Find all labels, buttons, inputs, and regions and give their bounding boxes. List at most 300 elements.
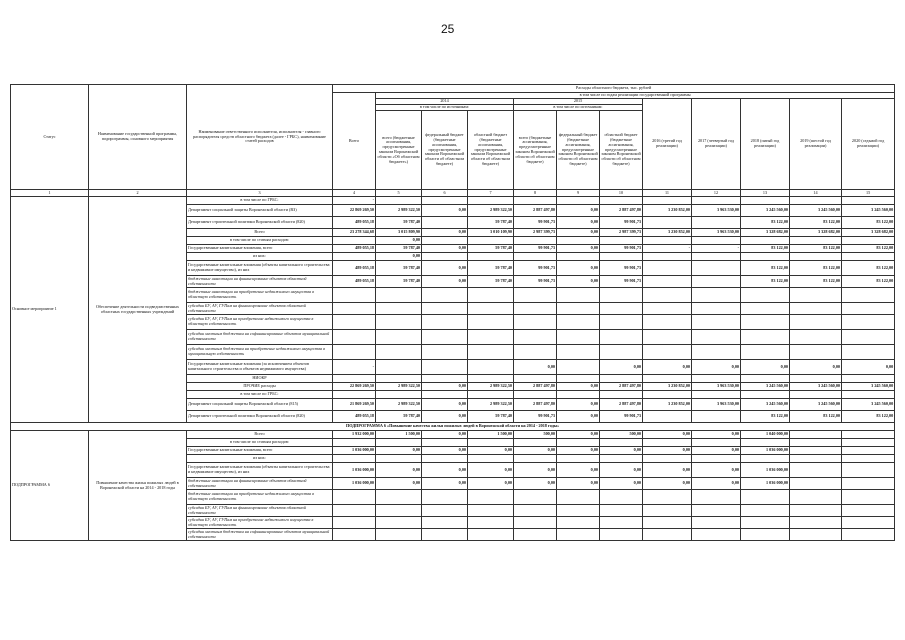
value-cell: 2 989 322,50 — [376, 399, 422, 411]
value-cell: 0,00 — [643, 478, 692, 490]
value-cell — [643, 288, 692, 303]
value-cell — [741, 490, 790, 505]
value-cell — [790, 345, 842, 360]
value-cell — [842, 463, 895, 478]
value-cell: 2 887 497,80 — [514, 205, 557, 217]
value-cell — [790, 253, 842, 261]
value-cell — [422, 360, 468, 375]
value-cell — [557, 253, 600, 261]
value-cell — [692, 439, 741, 447]
value-cell — [468, 253, 514, 261]
header-2015-total: всего (бюджетные ассигнования, предусмотренные законом Воронежской области об областном бюджете) — [514, 111, 557, 190]
row-label: Государственные капитальные вложения, всего — [187, 245, 333, 253]
value-cell: 0,00 — [376, 447, 422, 455]
header-year-2015: 2015 — [514, 99, 643, 105]
value-cell: 0,00 — [557, 431, 600, 439]
value-cell: 1 036 000,00 — [333, 463, 376, 478]
value-cell: 2 887 497,80 — [600, 399, 643, 411]
value-cell — [468, 345, 514, 360]
value-cell: 0,00 — [557, 447, 600, 455]
value-cell — [557, 375, 600, 383]
value-cell — [790, 517, 842, 529]
value-cell — [790, 330, 842, 345]
value-cell: 0,00 — [557, 261, 600, 276]
value-cell: 0,00 — [422, 411, 468, 423]
value-cell: 500,00 — [514, 431, 557, 439]
value-cell — [514, 288, 557, 303]
value-cell: 0,00 — [422, 383, 468, 391]
header-2019: 2019 (шестой год реализации) — [790, 99, 842, 190]
row-label: Государственные капитальные вложения (объекты капитального строительства и недвижимое имущество), из них — [187, 261, 333, 276]
value-cell — [600, 345, 643, 360]
value-cell — [422, 391, 468, 399]
value-cell — [643, 330, 692, 345]
value-cell: 3 230 852,00 — [643, 205, 692, 217]
value-cell: 3 245 560,00 — [790, 205, 842, 217]
value-cell: 3 328 682,00 — [790, 229, 842, 237]
value-cell — [376, 490, 422, 505]
value-cell: 3 230 852,00 — [643, 399, 692, 411]
value-cell: 0,00 — [422, 478, 468, 490]
value-cell — [514, 529, 557, 541]
table-row — [11, 197, 895, 205]
value-cell: 22 869 269,50 — [333, 383, 376, 391]
value-cell — [643, 517, 692, 529]
value-cell: 0,00 — [557, 383, 600, 391]
value-cell: 0,00 — [514, 360, 557, 375]
value-cell — [376, 505, 422, 517]
column-number: 12 — [692, 190, 741, 197]
value-cell: 0,00 — [790, 360, 842, 375]
value-cell — [600, 439, 643, 447]
value-cell — [692, 217, 741, 229]
value-cell: 2 887 497,80 — [514, 399, 557, 411]
value-cell: 0,00 — [692, 447, 741, 455]
value-cell — [557, 391, 600, 399]
value-cell — [422, 345, 468, 360]
value-cell — [557, 529, 600, 541]
value-cell: 83 122,00 — [842, 261, 895, 276]
value-cell: 0,00 — [468, 463, 514, 478]
row-label: Всего — [187, 229, 333, 237]
value-cell — [790, 447, 842, 455]
value-cell — [333, 517, 376, 529]
value-cell — [514, 303, 557, 315]
value-cell — [468, 288, 514, 303]
value-cell — [376, 391, 422, 399]
header-grbs: Наименование ответственного исполнителя, исполнителя - главного распорядителя средств областного бюджета (далее - ГРБС), наименование статей расходов — [187, 85, 333, 190]
value-cell: 2 989 322,50 — [468, 399, 514, 411]
header-year-2014: 2014 — [376, 99, 514, 105]
value-cell — [643, 411, 692, 423]
value-cell: 99 901,73 — [600, 217, 643, 229]
column-number: 9 — [557, 190, 600, 197]
value-cell — [600, 517, 643, 529]
value-cell: 3 328 682,00 — [842, 229, 895, 237]
value-cell — [842, 478, 895, 490]
value-cell — [692, 391, 741, 399]
value-cell — [692, 505, 741, 517]
value-cell: 0,00 — [514, 447, 557, 455]
value-cell — [741, 237, 790, 245]
header-including-2015: в том числе по источникам: — [514, 105, 643, 111]
value-cell — [600, 303, 643, 315]
value-cell — [842, 330, 895, 345]
row-label: Государственные капитальные вложения, всего — [187, 447, 333, 455]
value-cell — [468, 360, 514, 375]
header-2014-federal: федеральный бюджет (бюджетные ассигнования, предусмотренные законом Воронежской области об областном бюджете) — [422, 111, 468, 190]
value-cell — [643, 303, 692, 315]
value-cell: 0,00 — [422, 245, 468, 253]
value-cell: 99 901,73 — [600, 261, 643, 276]
value-cell — [468, 517, 514, 529]
value-cell: 2 989 322,50 — [376, 205, 422, 217]
value-cell: 83 122,00 — [741, 217, 790, 229]
value-cell: 0,00 — [692, 360, 741, 375]
value-cell — [790, 391, 842, 399]
value-cell: 3 230 852,00 — [643, 383, 692, 391]
value-cell — [842, 517, 895, 529]
value-cell — [422, 315, 468, 330]
value-cell — [842, 253, 895, 261]
value-cell — [557, 439, 600, 447]
value-cell — [692, 375, 741, 383]
value-cell — [422, 217, 468, 229]
value-cell — [514, 237, 557, 245]
value-cell — [376, 455, 422, 463]
value-cell — [692, 261, 741, 276]
header-2015-federal: федеральный бюджет (бюджетные ассигнования, предусмотренные законом Воронежской области об областном бюджете) — [557, 111, 600, 190]
value-cell — [692, 330, 741, 345]
value-cell — [422, 197, 468, 205]
header-status: Статус — [11, 85, 89, 190]
value-cell: 0,00 — [376, 463, 422, 478]
value-cell — [692, 345, 741, 360]
value-cell — [422, 303, 468, 315]
value-cell — [692, 253, 741, 261]
value-cell — [643, 439, 692, 447]
column-number: 13 — [741, 190, 790, 197]
value-cell: 3 245 560,00 — [790, 383, 842, 391]
value-cell — [842, 455, 895, 463]
row-label: в том числе по ГРБС: — [187, 391, 333, 399]
value-cell: 0,00 — [422, 463, 468, 478]
value-cell: 59 787,40 — [376, 261, 422, 276]
value-cell: 83 122,00 — [741, 261, 790, 276]
value-cell — [600, 490, 643, 505]
header-2015-regional: областной бюджет (бюджетные ассигнования, предусмотренные законом Воронежской области об областном бюджете) — [600, 111, 643, 190]
value-cell — [692, 490, 741, 505]
value-cell — [842, 447, 895, 455]
value-cell — [422, 505, 468, 517]
value-cell — [842, 237, 895, 245]
value-cell — [842, 375, 895, 383]
value-cell: 0,00 — [557, 276, 600, 288]
value-cell: 0,00 — [643, 447, 692, 455]
value-cell — [741, 303, 790, 315]
budget-table — [10, 84, 895, 541]
value-cell — [422, 330, 468, 345]
column-number: 11 — [643, 190, 692, 197]
value-cell: 3 963 530,00 — [692, 383, 741, 391]
value-cell — [422, 439, 468, 447]
row-label: субсидии БУ, АУ, ГУПам на финансирование объектов областной собственности — [187, 505, 333, 517]
value-cell: 0,00 — [422, 447, 468, 455]
column-number: 8 — [514, 190, 557, 197]
header-2014-total: всего (бюджетные ассигнования, предусмотренные законом Воронежской области «Об областном бюджете») — [376, 111, 422, 190]
value-cell — [514, 345, 557, 360]
table-row — [11, 431, 895, 439]
value-cell — [333, 439, 376, 447]
value-cell: 0,00 — [557, 245, 600, 253]
value-cell — [376, 375, 422, 383]
value-cell — [600, 315, 643, 330]
value-cell — [790, 315, 842, 330]
subprogram-title: ПОДПРОГРАММА 6 «Повышение качества жилья пожилых людей в Воронежской области на 2014 - 2018 годы» — [11, 423, 895, 431]
value-cell — [643, 253, 692, 261]
value-cell — [643, 490, 692, 505]
value-cell — [790, 303, 842, 315]
value-cell — [514, 375, 557, 383]
row-label: НИОКР — [187, 375, 333, 383]
value-cell — [557, 360, 600, 375]
value-cell — [422, 490, 468, 505]
row-label: субсидии БУ, АУ, ГУПам на приобретение недвижимого имущества в областную собственность — [187, 315, 333, 330]
value-cell: 2 989 322,50 — [376, 383, 422, 391]
value-cell — [376, 288, 422, 303]
status-cell: ПОДПРОГРАММА 6 — [11, 431, 89, 541]
value-cell: 0,00 — [741, 360, 790, 375]
value-cell — [643, 391, 692, 399]
value-cell — [600, 288, 643, 303]
header-including-years: в том числе по годам реализации государственной программы — [376, 93, 895, 99]
value-cell — [468, 505, 514, 517]
value-cell: 99 901,73 — [514, 261, 557, 276]
value-cell: 1 036 000,00 — [741, 447, 790, 455]
value-cell: 3 010 109,90 — [468, 229, 514, 237]
value-cell — [333, 391, 376, 399]
value-cell: 0,00 — [557, 229, 600, 237]
header-2018: 2018 (пятый год реализации) — [741, 99, 790, 190]
value-cell: 0,00 — [468, 447, 514, 455]
value-cell — [790, 529, 842, 541]
status-cell: Основное мероприятие 1 — [11, 197, 89, 423]
value-cell: 22 869 269,50 — [333, 205, 376, 217]
value-cell — [842, 391, 895, 399]
value-cell — [333, 455, 376, 463]
value-cell: 99 901,73 — [514, 217, 557, 229]
value-cell: 0,00 — [692, 431, 741, 439]
value-cell: 0,00 — [422, 261, 468, 276]
value-cell: 1 036 000,00 — [741, 463, 790, 478]
value-cell: 0,00 — [514, 478, 557, 490]
row-label: Департамент строительной политики Воронежской области (820) — [187, 217, 333, 229]
value-cell: 99 901,73 — [600, 245, 643, 253]
value-cell — [600, 253, 643, 261]
value-cell: 0,00 — [643, 463, 692, 478]
value-cell — [600, 391, 643, 399]
value-cell — [692, 237, 741, 245]
value-cell — [514, 490, 557, 505]
row-label: ПРОЧИЕ расходы — [187, 383, 333, 391]
value-cell — [468, 391, 514, 399]
value-cell — [692, 517, 741, 529]
value-cell: - — [692, 245, 741, 253]
value-cell — [333, 288, 376, 303]
value-cell: 2 887 497,80 — [600, 205, 643, 217]
value-cell: 0,00 — [514, 463, 557, 478]
value-cell: 0,00 — [376, 253, 422, 261]
value-cell: 99 901,73 — [514, 411, 557, 423]
value-cell — [468, 303, 514, 315]
value-cell: 59 787,40 — [468, 276, 514, 288]
value-cell: 489 055,18 — [333, 245, 376, 253]
value-cell: 0,00 — [557, 411, 600, 423]
value-cell: 3 245 560,00 — [741, 383, 790, 391]
value-cell: 2 987 399,73 — [600, 229, 643, 237]
value-cell: 59 787,40 — [468, 245, 514, 253]
value-cell — [333, 237, 376, 245]
value-cell: 99 901,73 — [514, 245, 557, 253]
value-cell — [692, 411, 741, 423]
value-cell — [557, 455, 600, 463]
value-cell: 1 500,00 — [468, 431, 514, 439]
value-cell — [790, 463, 842, 478]
value-cell: 2 989 322,50 — [468, 205, 514, 217]
value-cell — [741, 439, 790, 447]
value-cell — [842, 197, 895, 205]
row-label: Всего — [187, 431, 333, 439]
value-cell — [643, 276, 692, 288]
value-cell: 0,00 — [422, 399, 468, 411]
value-cell: 3 245 560,00 — [842, 383, 895, 391]
value-cell: 83 122,00 — [790, 411, 842, 423]
value-cell — [741, 197, 790, 205]
value-cell: 99 901,73 — [514, 276, 557, 288]
value-cell — [790, 478, 842, 490]
value-cell: 0,00 — [422, 205, 468, 217]
value-cell: 0,00 — [557, 217, 600, 229]
column-number: 5 — [376, 190, 422, 197]
row-label: из них: — [187, 455, 333, 463]
value-cell: 2 887 497,80 — [514, 383, 557, 391]
value-cell — [692, 197, 741, 205]
value-cell: 83 122,00 — [842, 245, 895, 253]
value-cell — [514, 197, 557, 205]
value-cell — [376, 330, 422, 345]
value-cell — [842, 345, 895, 360]
header-2020: 2020 (седьмой год реализации) — [842, 99, 895, 190]
value-cell: 83 122,00 — [790, 276, 842, 288]
value-cell — [741, 315, 790, 330]
value-cell — [333, 303, 376, 315]
value-cell — [557, 288, 600, 303]
value-cell: 2 989 322,50 — [468, 383, 514, 391]
value-cell — [376, 315, 422, 330]
value-cell — [514, 505, 557, 517]
main-activity-block — [11, 197, 895, 423]
value-cell: 3 245 560,00 — [741, 399, 790, 411]
value-cell: 0,00 — [557, 463, 600, 478]
value-cell: - — [333, 197, 376, 205]
column-number: 1 — [11, 190, 89, 197]
value-cell: 2 987 399,73 — [514, 229, 557, 237]
value-cell — [333, 529, 376, 541]
value-cell: 21 869 269,50 — [333, 399, 376, 411]
value-cell — [514, 517, 557, 529]
row-label: бюджетные инвестиции на приобретение недвижимого имущества в областную собственность — [187, 288, 333, 303]
value-cell — [333, 253, 376, 261]
value-cell: 0,00 — [557, 399, 600, 411]
value-cell — [333, 330, 376, 345]
value-cell — [422, 375, 468, 383]
value-cell: 83 122,00 — [842, 411, 895, 423]
value-cell: 0,00 — [600, 463, 643, 478]
header-including-2014: в том числе по источникам: — [376, 105, 514, 111]
row-label: бюджетные инвестиции на приобретение недвижимого имущества в областную собственность — [187, 490, 333, 505]
value-cell: 489 055,18 — [333, 261, 376, 276]
value-cell — [514, 439, 557, 447]
value-cell: - — [643, 245, 692, 253]
value-cell: 489 055,18 — [333, 217, 376, 229]
column-number: 6 — [422, 190, 468, 197]
value-cell — [643, 505, 692, 517]
value-cell: 1 932 000,00 — [333, 431, 376, 439]
value-cell — [842, 303, 895, 315]
value-cell — [600, 330, 643, 345]
column-number: 3 — [187, 190, 333, 197]
value-cell: 0,00 — [557, 478, 600, 490]
column-numbers-row — [11, 190, 895, 197]
value-cell — [514, 455, 557, 463]
value-cell — [600, 237, 643, 245]
value-cell — [557, 490, 600, 505]
value-cell: 1 036 000,00 — [333, 478, 376, 490]
value-cell — [842, 288, 895, 303]
value-cell: 83 122,00 — [741, 276, 790, 288]
row-label: бюджетные инвестиции на финансирование объектов областной собственности — [187, 478, 333, 490]
row-label: субсидии местным бюджетам на приобретение недвижимого имущества в муниципальную собственность — [187, 345, 333, 360]
value-cell: 3 230 852,00 — [643, 229, 692, 237]
value-cell: 3 245 560,00 — [842, 205, 895, 217]
value-cell — [790, 237, 842, 245]
row-label: из них: — [187, 253, 333, 261]
value-cell: 59 787,40 — [376, 411, 422, 423]
value-cell: 3 963 530,00 — [692, 205, 741, 217]
value-cell: 0,00 — [422, 276, 468, 288]
value-cell — [692, 529, 741, 541]
value-cell — [333, 490, 376, 505]
value-cell: 0,00 — [643, 360, 692, 375]
value-cell — [422, 288, 468, 303]
column-number: 15 — [842, 190, 895, 197]
header-2016: 2016 (третий год реализации) — [643, 99, 692, 190]
value-cell — [600, 505, 643, 517]
value-cell: 59 787,40 — [468, 261, 514, 276]
value-cell: 3 245 560,00 — [842, 399, 895, 411]
value-cell: 3 015 809,90 — [376, 229, 422, 237]
row-label: субсидии БУ, АУ, ГУПам на финансирование объектов областной собственности — [187, 303, 333, 315]
value-cell: 489 055,18 — [333, 411, 376, 423]
value-cell: 3 245 560,00 — [741, 205, 790, 217]
value-cell — [643, 261, 692, 276]
value-cell — [741, 253, 790, 261]
value-cell — [692, 455, 741, 463]
value-cell: 83 122,00 — [790, 261, 842, 276]
row-label: Департамент социальной защиты Воронежской области (ВЗ) — [187, 205, 333, 217]
value-cell — [842, 505, 895, 517]
value-cell: 59 787,40 — [376, 217, 422, 229]
